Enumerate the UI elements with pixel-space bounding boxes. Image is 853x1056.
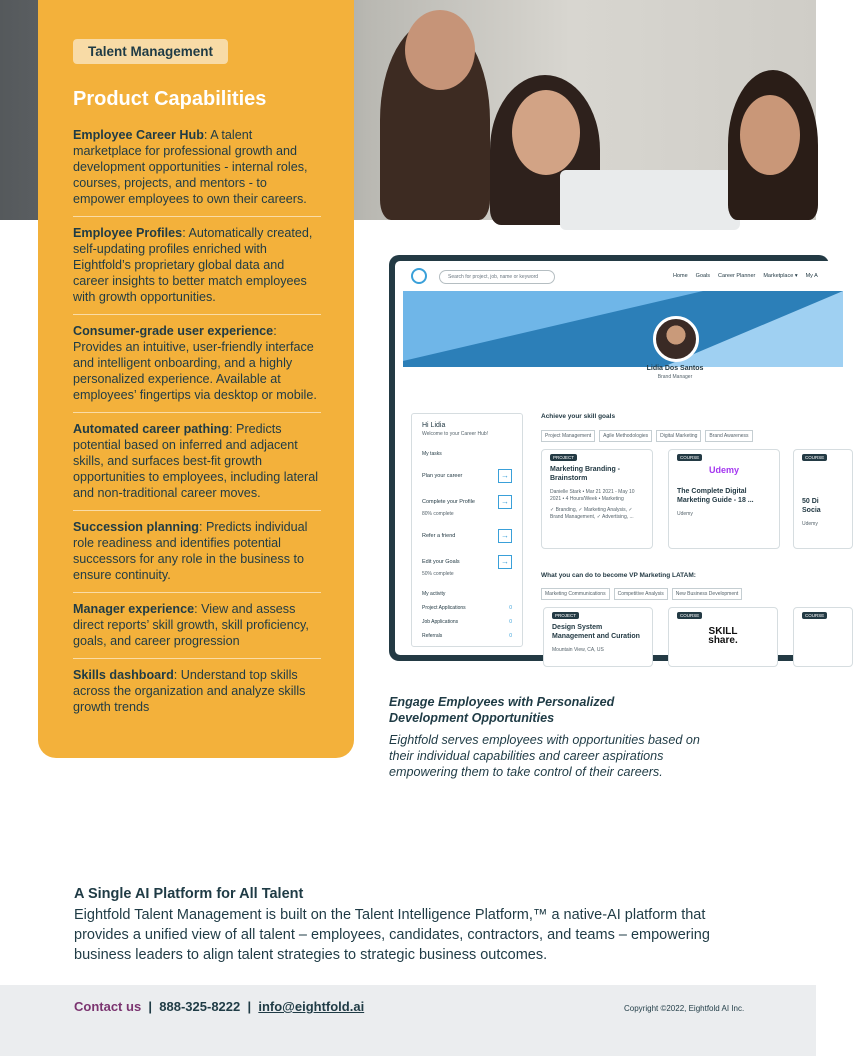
capability-item (73, 123, 321, 216)
capability-text: : Provides an intuitive, user-friendly interface and intelligent onboarding, and a highly personalized experience. Available at employees’ fingertips via desktop or mobile. (73, 324, 317, 402)
mock-sidebar (411, 413, 523, 647)
arrow-right-icon: → (498, 555, 512, 569)
opportunity-card (668, 607, 778, 667)
greeting: Hi Lidia (422, 422, 446, 429)
profile-role: Brand Manager (657, 374, 693, 380)
profile-banner (403, 291, 843, 367)
arrow-right-icon: → (498, 469, 512, 483)
mock-nav-menu (673, 273, 818, 279)
eightfold-logo-icon (411, 268, 427, 284)
activity-count: 0 (509, 619, 512, 625)
card-meta: Danielle Stark • Mar 21 2021 - May 10 2021 • 4 Hours/Week • Marketing (550, 489, 635, 502)
phone-number[interactable]: 888-325-8222 (159, 999, 241, 1014)
task-progress: 80% complete (422, 511, 454, 517)
activity-row (422, 619, 512, 625)
activity-label-text: Job Applications (422, 619, 459, 625)
card-badge: COURSE (677, 454, 702, 461)
tasks-label: My tasks (422, 451, 442, 457)
capability-text: : Understand top skills across the organization and analyze skills growth trends (73, 668, 306, 714)
card-provider: Udemy (802, 521, 818, 527)
arrow-right-icon: → (498, 529, 512, 543)
capability-title: Succession planning (73, 520, 199, 534)
card-skills: ✓ Branding, ✓ Marketing Analysis, ✓ Brand Management, ✓ Advertising, ... (550, 507, 634, 520)
separator: | (148, 999, 153, 1014)
mock-nav-item: Marketplace ▾ (763, 273, 798, 279)
profile-avatar (653, 316, 699, 362)
capability-item (73, 658, 321, 724)
capability-text: : A talent marketplace for professional growth and development opportunities - internal roles, courses, projects, and mentors - to empower employees to own their careers. (73, 128, 308, 206)
email-link[interactable]: info@eightfold.ai (258, 999, 365, 1014)
opportunity-card (793, 449, 853, 549)
skill-chip: New Business Development (672, 588, 743, 600)
app-screen (395, 261, 835, 655)
capability-title: Employee Profiles (73, 226, 183, 240)
mock-nav-item: Career Planner (718, 273, 756, 279)
caption-text: Eightfold serves employees with opportunities based on their individual capabilities and career aspirations empowering them to take control of their careers. (389, 733, 700, 779)
card-provider: Udemy (677, 511, 693, 517)
skill-goals-heading: Achieve your skill goals (541, 413, 616, 420)
capability-item (73, 592, 321, 658)
profile-name: Lidia Dos Santos (646, 365, 704, 372)
contact-line (74, 999, 364, 1014)
skill-chip: Brand Awareness (705, 430, 752, 442)
platform-text: Eightfold Talent Management is built on the Talent Intelligence Platform,™ a native-AI platform that provides a unified view of all talent – employees, candidates, contractors, and teams – empowering business leaders to align talent strategies to strategic business outcomes. (74, 907, 710, 963)
capability-title: Skills dashboard (73, 668, 174, 682)
arrow-right-icon: → (498, 495, 512, 509)
task-row (422, 529, 512, 543)
capability-item (73, 314, 321, 412)
capability-item (73, 412, 321, 510)
task-label: Complete your Profile (422, 499, 475, 505)
capability-title: Consumer-grade user experience (73, 324, 274, 338)
card-badge: COURSE (802, 454, 827, 461)
mock-nav-item: Goals (695, 273, 711, 279)
card-badge: COURSE (802, 612, 827, 619)
mock-nav-item: Home (673, 273, 688, 279)
card-title: The Complete Digital Marketing Guide - 18 ... (677, 488, 754, 504)
card-title: Marketing Branding - Brainstorm (550, 466, 621, 482)
activity-label-text: Referrals (422, 633, 443, 639)
opportunity-card (541, 449, 653, 549)
welcome-text: Welcome to your Career Hub! (422, 431, 489, 437)
udemy-logo: Udemy (708, 465, 739, 475)
activity-count: 0 (509, 633, 512, 639)
capability-text: : Predicts potential based on inferred and adjacent skills, and surfaces best-fit growth opportunities to employees, including lateral and non-traditional career moves. (73, 422, 319, 500)
task-progress: 50% complete (422, 571, 454, 577)
skill-chip: Project Management (541, 430, 595, 442)
card-meta: Mountain View, CA, US (552, 647, 604, 653)
capability-item (73, 510, 321, 592)
capability-title: Manager experience (73, 602, 195, 616)
skill-chip: Marketing Communications (541, 588, 610, 600)
task-row (422, 555, 512, 569)
footer (0, 985, 816, 1056)
category-tag: Talent Management (73, 39, 228, 64)
capability-text: : Automatically created, self-updating profiles enriched with Eightfold’s proprietary global data and career insights to better match employees with growth opportunities. (73, 226, 313, 304)
card-title: Design System Management and Curation (552, 624, 640, 640)
mock-nav-item: My A (805, 273, 818, 279)
copyright: Copyright ©2022, Eightfold AI Inc. (624, 1004, 745, 1013)
opportunity-card (668, 449, 780, 549)
skillshare-logo: SKILL share. (708, 626, 738, 646)
card-title: 50 Di Socia (802, 498, 821, 514)
skill-chip: Digital Marketing (656, 430, 701, 442)
separator: | (247, 999, 252, 1014)
card-badge: PROJECT (552, 612, 579, 619)
activity-row (422, 605, 512, 611)
task-label: Edit your Goals (422, 559, 460, 565)
skill-chip: Competitive Analysis (614, 588, 668, 600)
caption-title: Engage Employees with Personalized Development Opportunities (389, 695, 615, 725)
activity-row (422, 633, 512, 639)
task-row (422, 469, 512, 483)
opportunity-card (793, 607, 853, 667)
card-badge: PROJECT (550, 454, 577, 461)
banner-graphic (403, 291, 843, 367)
skill-chip: Agile Methodologies (599, 430, 652, 442)
capability-text: : View and assess direct reports’ skill growth, skill proficiency, goals, and career progression (73, 602, 309, 648)
activity-label-text: Project Applications (422, 605, 466, 611)
opportunity-card (543, 607, 653, 667)
mock-search-input: Search for project, job, name or keyword (439, 270, 555, 284)
capability-title: Employee Career Hub (73, 128, 204, 142)
panel-title: Product Capabilities (73, 88, 267, 110)
capability-text: : Predicts individual role readiness and identifies potential successors for any role in the business to ensure continuity. (73, 520, 308, 582)
activity-count: 0 (509, 605, 512, 611)
app-screenshot-frame (389, 255, 829, 661)
task-label: Plan your career (422, 473, 463, 479)
vp-chips (541, 588, 742, 600)
capabilities-panel (38, 0, 354, 758)
platform-title: A Single AI Platform for All Talent (74, 886, 304, 902)
task-row (422, 495, 512, 509)
capabilities-list (73, 123, 321, 724)
capability-item (73, 216, 321, 314)
capability-title: Automated career pathing (73, 422, 230, 436)
card-badge: COURSE (677, 612, 702, 619)
vp-heading: What you can do to become VP Marketing LATAM: (541, 572, 696, 579)
activity-label: My activity (422, 591, 446, 597)
task-label: Refer a friend (422, 533, 456, 539)
contact-label: Contact us (74, 999, 142, 1014)
skill-chips (541, 430, 753, 442)
